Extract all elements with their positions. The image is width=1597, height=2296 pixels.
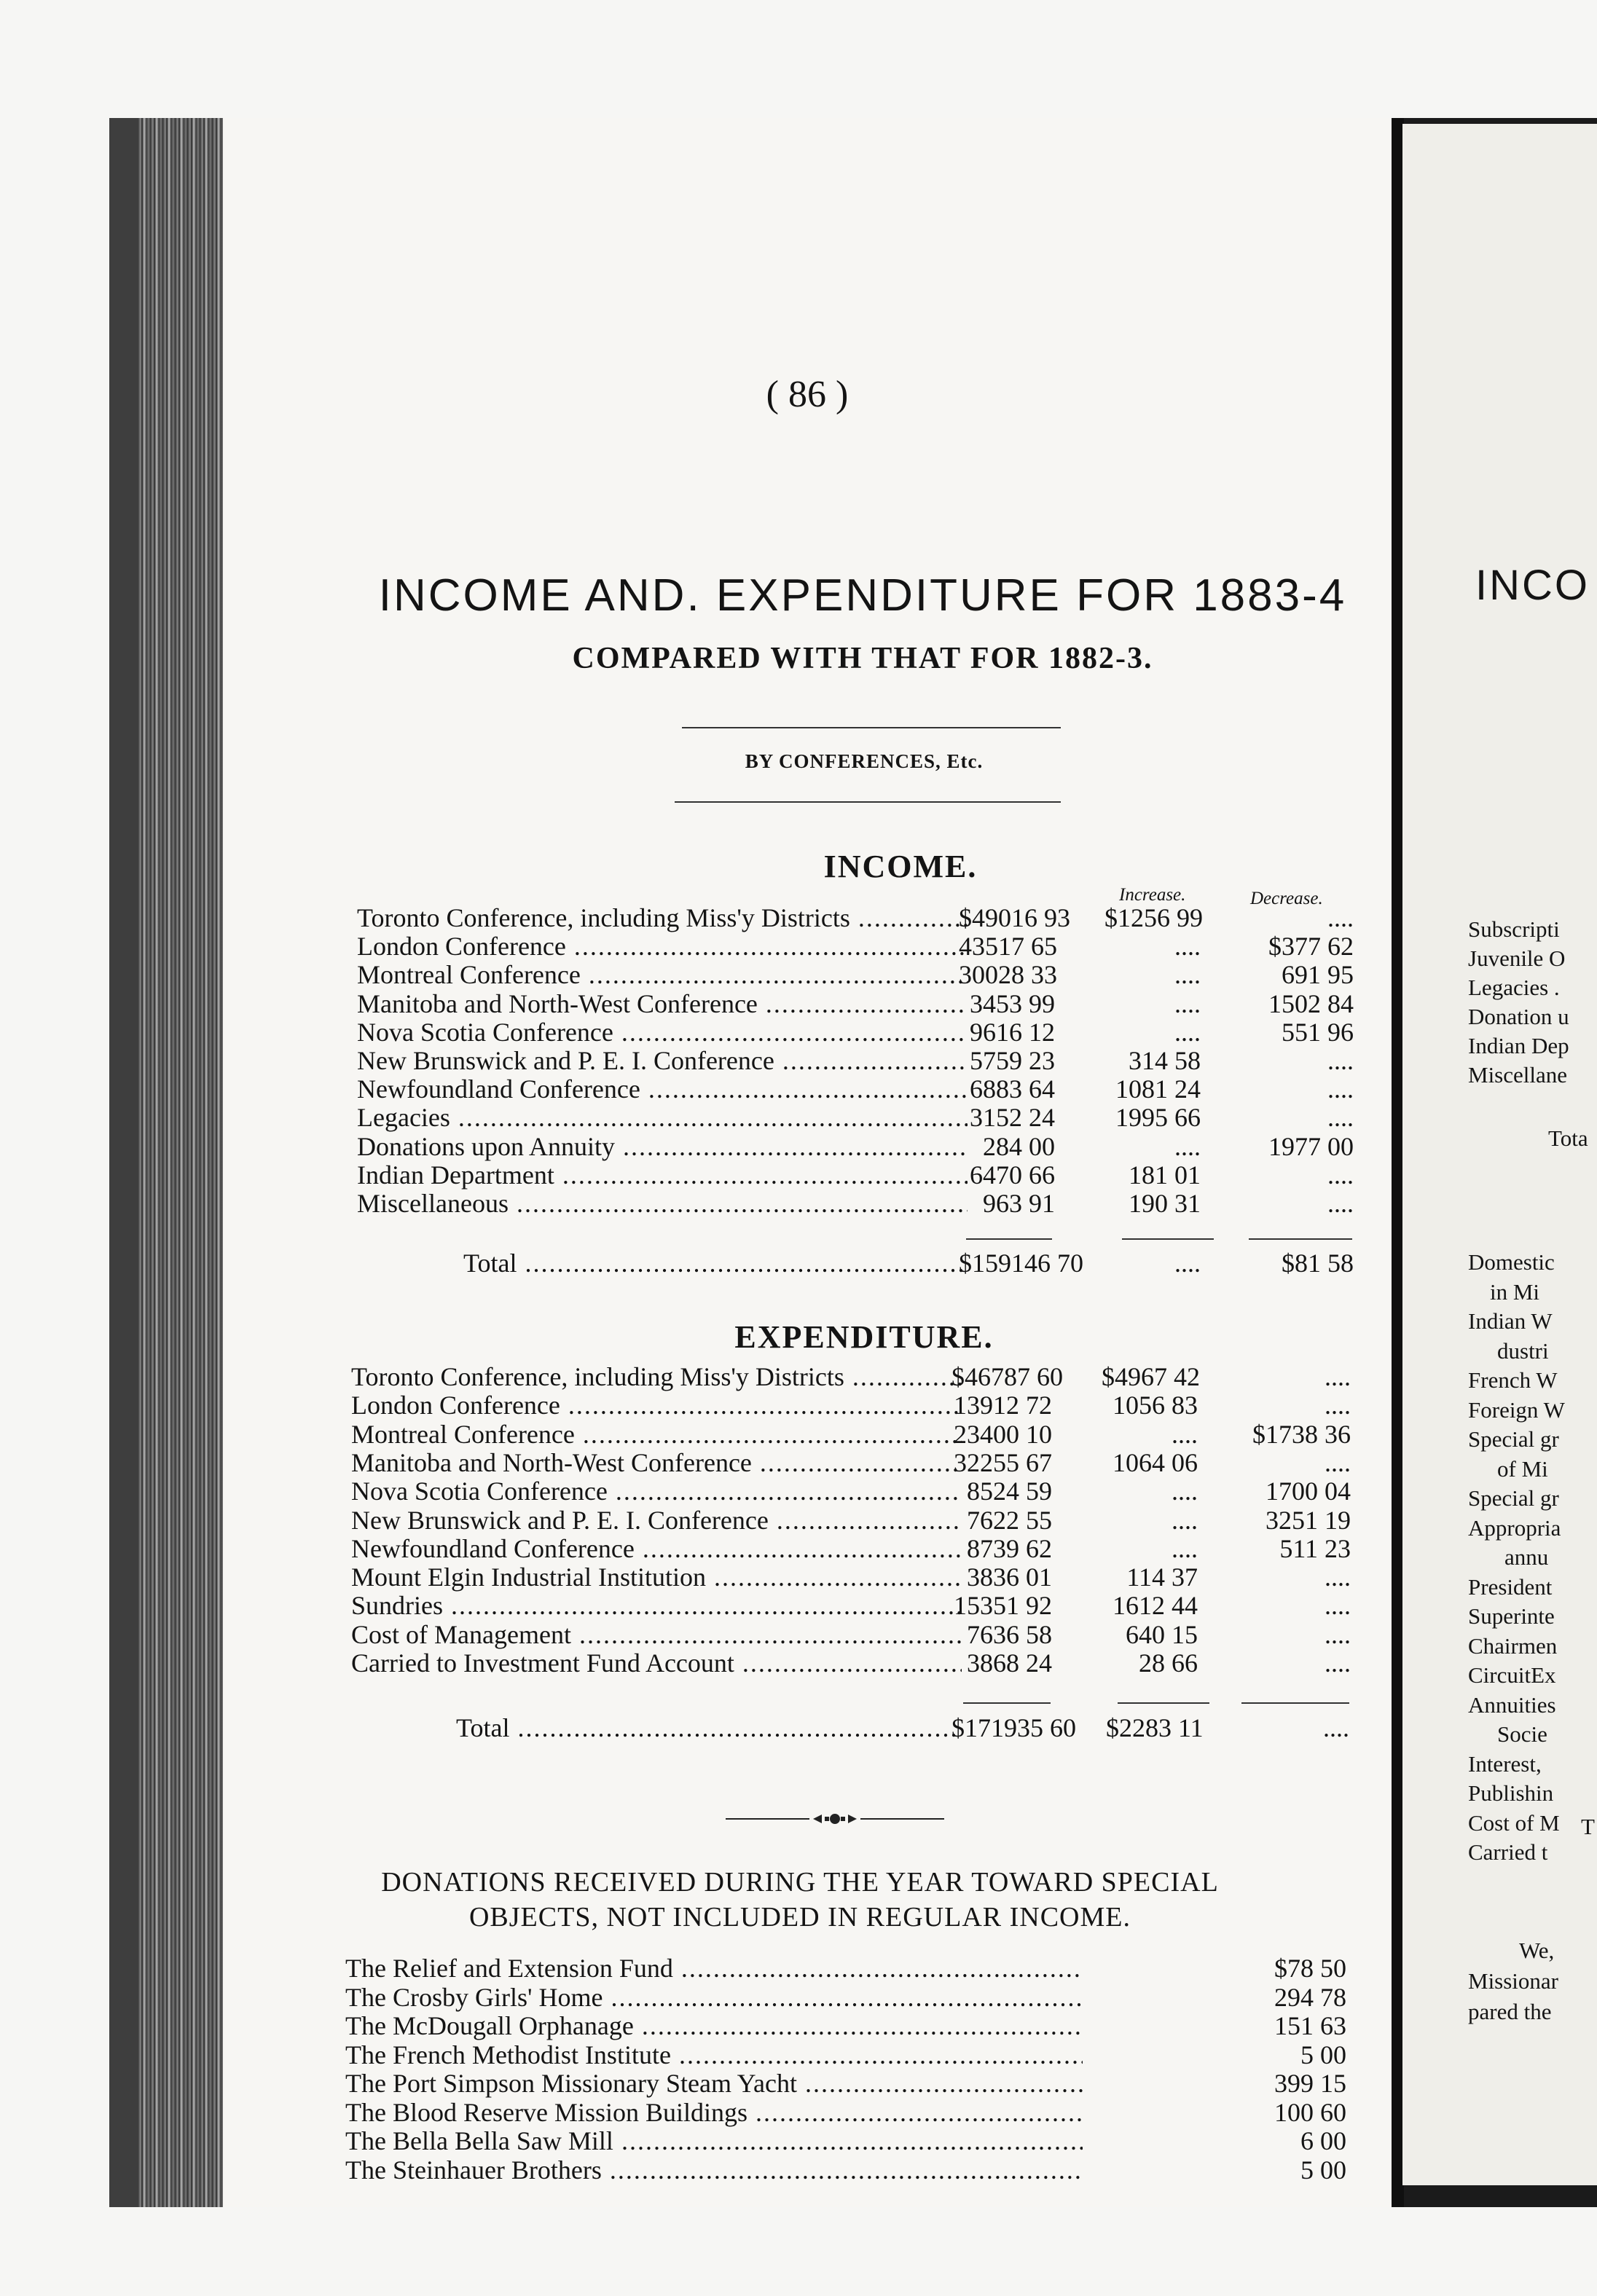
row-decrease: ....	[1327, 1189, 1354, 1218]
page-edges	[138, 118, 226, 2207]
sum-rule	[1249, 1238, 1352, 1240]
row-amount: 5759 23	[970, 1046, 1055, 1075]
row-amount: 43517 65	[959, 932, 1057, 962]
row-decrease: 3251 19	[1266, 1505, 1351, 1535]
table-row	[223, 1983, 1392, 2012]
row-amount: $46787 60	[951, 1362, 1063, 1391]
row-amount: 6883 64	[970, 1074, 1055, 1104]
facing-page-text: Interest,	[1468, 1750, 1542, 1777]
row-amount: $49016 93	[959, 903, 1070, 932]
row-increase: 314 58	[1129, 1046, 1201, 1075]
table-row	[223, 1477, 1392, 1506]
table-row	[223, 960, 1392, 989]
row-decrease: 511 23	[1279, 1533, 1351, 1563]
donation-label: The Crosby Girls' Home .....	[345, 1983, 1083, 2012]
divider-rule	[682, 727, 1061, 728]
total-decrease: ....	[1323, 1713, 1349, 1742]
expenditure-total-row	[223, 1713, 1392, 1742]
row-label: Newfoundland Conference .....	[351, 1534, 962, 1563]
row-amount: 9616 12	[970, 1017, 1055, 1047]
table-row	[223, 1160, 1392, 1190]
table-row	[223, 989, 1392, 1018]
row-decrease: ....	[1327, 1074, 1354, 1104]
facing-page-text: CircuitEx	[1468, 1662, 1556, 1688]
row-amount: 8524 59	[967, 1477, 1052, 1506]
row-increase: ....	[1174, 932, 1201, 962]
donation-amount: 5 00	[1300, 2155, 1346, 2185]
row-decrease: ....	[1325, 1619, 1351, 1649]
row-decrease: 1977 00	[1268, 1131, 1354, 1161]
table-row	[223, 1648, 1392, 1678]
table-row	[223, 2155, 1392, 2185]
table-row	[223, 1132, 1392, 1161]
row-amount: 13912 72	[954, 1391, 1052, 1420]
facing-page-text: Publishin	[1468, 1780, 1554, 1806]
facing-page-text: Indian W	[1468, 1308, 1553, 1334]
row-label: Legacies .....	[357, 1103, 968, 1132]
donation-label: The Port Simpson Missionary Steam Yacht .....	[345, 2069, 1083, 2098]
row-increase: ....	[1172, 1419, 1198, 1449]
facing-page-text: Appropria	[1468, 1514, 1561, 1541]
row-label: Nova Scotia Conference .....	[351, 1477, 962, 1506]
page-number: ( 86 )	[766, 374, 849, 415]
ornament-divider	[726, 1812, 944, 1826]
facing-page-text: Donation u	[1468, 1004, 1569, 1029]
facing-page-text: Carried t	[1468, 1839, 1548, 1865]
decrease-column-label: Decrease.	[1250, 889, 1323, 908]
facing-page-text: Indian Dep	[1468, 1033, 1569, 1058]
row-label: Manitoba and North-West Conference .....	[357, 989, 968, 1018]
income-heading: INCOME.	[823, 849, 978, 884]
sum-rule	[966, 1238, 1052, 1240]
table-row	[223, 1562, 1392, 1592]
facing-page-text: T	[1581, 1814, 1595, 1839]
row-increase: ....	[1172, 1533, 1198, 1563]
facing-page-text: dustri	[1497, 1337, 1549, 1364]
table-row	[223, 1420, 1392, 1449]
income-total-row	[223, 1249, 1392, 1278]
table-row	[223, 1954, 1392, 1983]
table-row	[223, 2126, 1392, 2155]
row-increase: 1995 66	[1115, 1103, 1201, 1133]
facing-page-text: Special gr	[1468, 1485, 1559, 1511]
row-label: Toronto Conference, including Miss'y Districts .....	[357, 903, 968, 932]
facing-page-text: annu	[1504, 1544, 1549, 1570]
facing-page-text: Superinte	[1468, 1603, 1555, 1629]
row-decrease: $377 62	[1268, 932, 1354, 962]
total-increase: ....	[1174, 1249, 1201, 1278]
donation-label: The Relief and Extension Fund .....	[345, 1954, 1083, 1983]
row-decrease: 551 96	[1282, 1017, 1354, 1047]
book-spine	[109, 118, 140, 2207]
facing-page	[1402, 124, 1597, 2185]
donations-heading-line2: OBJECTS, NOT INCLUDED IN REGULAR INCOME.	[468, 1902, 1131, 1933]
left-page	[223, 118, 1392, 2207]
row-label: Montreal Conference .....	[357, 960, 968, 989]
table-row	[223, 1591, 1392, 1620]
row-decrease: ....	[1325, 1648, 1351, 1678]
expenditure-heading: EXPENDITURE.	[734, 1319, 994, 1355]
divider-rule	[675, 801, 1061, 803]
total-amount: $171935 60	[951, 1713, 1076, 1742]
row-amount: 963 91	[983, 1189, 1055, 1218]
row-label: Carried to Investment Fund Account .....	[351, 1648, 962, 1678]
row-label: Sundries .....	[351, 1591, 962, 1620]
donation-label: The Bella Bella Saw Mill .....	[345, 2126, 1083, 2155]
facing-page-text: Juvenile O	[1468, 945, 1566, 971]
row-label: Indian Department .....	[357, 1160, 968, 1190]
total-amount: $159146 70	[959, 1249, 1083, 1278]
scan-margin-top	[0, 0, 1597, 118]
facing-page-text: Foreign W	[1468, 1396, 1565, 1423]
facing-page-text: Legacies .	[1468, 975, 1560, 1000]
row-label: New Brunswick and P. E. I. Conference .....	[357, 1046, 968, 1075]
row-increase: 1081 24	[1115, 1074, 1201, 1104]
row-decrease: ....	[1327, 1103, 1354, 1133]
row-increase: ....	[1174, 988, 1201, 1018]
row-decrease: 1700 04	[1266, 1477, 1351, 1506]
row-increase: 114 37	[1126, 1562, 1198, 1592]
facing-page-text: Socie	[1497, 1721, 1547, 1747]
facing-page-text: Special gr	[1468, 1426, 1559, 1452]
row-label: Cost of Management .....	[351, 1620, 962, 1649]
facing-page-title: INCO	[1475, 562, 1590, 609]
row-increase: ....	[1174, 1131, 1201, 1161]
row-amount: 30028 33	[959, 960, 1057, 990]
table-row	[223, 1362, 1392, 1391]
row-label: London Conference .....	[357, 932, 968, 961]
table-row	[223, 2098, 1392, 2127]
row-label: Toronto Conference, including Miss'y Districts .....	[351, 1362, 962, 1391]
row-label: Mount Elgin Industrial Institution .....	[351, 1562, 962, 1592]
facing-page-text: We,	[1519, 1938, 1555, 1963]
row-amount: 3152 24	[970, 1103, 1055, 1133]
row-increase: 640 15	[1126, 1619, 1198, 1649]
row-decrease: ....	[1325, 1562, 1351, 1592]
table-row	[223, 932, 1392, 961]
facing-page-text: President	[1468, 1573, 1553, 1600]
table-row	[223, 1448, 1392, 1477]
row-label: New Brunswick and P. E. I. Conference .....	[351, 1506, 962, 1535]
table-row	[223, 2040, 1392, 2069]
row-increase: 181 01	[1129, 1160, 1201, 1190]
donation-label: The French Methodist Institute .....	[345, 2040, 1083, 2069]
table-row	[223, 1534, 1392, 1563]
total-label: Total .....	[463, 1249, 965, 1278]
scan-margin-bottom	[0, 2207, 1597, 2296]
table-row	[223, 1620, 1392, 1649]
row-amount: 8739 62	[967, 1533, 1052, 1563]
donation-amount: 399 15	[1274, 2069, 1346, 2098]
donation-label: The Steinhauer Brothers .....	[345, 2155, 1083, 2185]
table-row	[223, 1103, 1392, 1132]
row-increase: 1056 83	[1113, 1391, 1198, 1420]
facing-page-text: in Mi	[1490, 1278, 1540, 1305]
donation-amount: 294 78	[1274, 1982, 1346, 2012]
row-increase: ....	[1172, 1505, 1198, 1535]
scan-margin-left	[0, 0, 109, 2296]
facing-page-text: Cost of M	[1468, 1809, 1560, 1836]
row-amount: 7636 58	[967, 1619, 1052, 1649]
increase-column-label: Increase.	[1119, 885, 1186, 905]
facing-page-text: Annuities	[1468, 1691, 1556, 1718]
facing-page-text: of Mi	[1497, 1455, 1548, 1482]
row-amount: 32255 67	[954, 1447, 1052, 1477]
row-amount: 6470 66	[970, 1160, 1055, 1190]
sum-rule	[1241, 1702, 1349, 1704]
facing-page-text: Chairmen	[1468, 1632, 1558, 1659]
donation-amount: 151 63	[1274, 2011, 1346, 2040]
row-increase: 190 31	[1129, 1189, 1201, 1218]
section-label: BY CONFERENCES, Etc.	[745, 750, 984, 772]
page-title: INCOME AND. EXPENDITURE FOR 1883-4	[378, 570, 1347, 621]
donation-label: The McDougall Orphanage .....	[345, 2011, 1083, 2040]
donation-amount: 5 00	[1300, 2040, 1346, 2069]
table-row	[223, 1046, 1392, 1075]
row-increase: 28 66	[1139, 1648, 1198, 1678]
row-label: London Conference .....	[351, 1391, 962, 1420]
row-decrease: ....	[1325, 1447, 1351, 1477]
row-label: Miscellaneous .....	[357, 1189, 968, 1218]
row-amount: 7622 55	[967, 1505, 1052, 1535]
row-decrease: ....	[1325, 1391, 1351, 1420]
total-label: Total .....	[456, 1713, 959, 1742]
donation-amount: 100 60	[1274, 2097, 1346, 2127]
donation-amount: $78 50	[1274, 1954, 1346, 1983]
page-subtitle: COMPARED WITH THAT FOR 1882-3.	[572, 642, 1153, 675]
row-increase: ....	[1172, 1477, 1198, 1506]
table-row	[223, 2069, 1392, 2098]
row-decrease: $1738 36	[1252, 1419, 1351, 1449]
row-amount: 23400 10	[954, 1419, 1052, 1449]
donations-heading-line1: DONATIONS RECEIVED DURING THE YEAR TOWARD SPECIAL	[381, 1867, 1219, 1898]
facing-page-text: pared the	[1468, 1999, 1552, 2024]
row-increase: $1256 99	[1104, 903, 1203, 932]
table-row	[223, 1074, 1392, 1104]
table-row	[223, 903, 1392, 932]
table-row	[223, 1018, 1392, 1047]
facing-page-text: Tota	[1548, 1125, 1588, 1151]
total-increase: $2283 11	[1106, 1713, 1204, 1742]
row-amount: 3453 99	[970, 988, 1055, 1018]
row-increase: ....	[1174, 1017, 1201, 1047]
donation-amount: 6 00	[1300, 2126, 1346, 2155]
table-row	[223, 1391, 1392, 1420]
facing-page-text: French W	[1468, 1367, 1558, 1393]
row-amount: 3836 01	[967, 1562, 1052, 1592]
sum-rule	[1118, 1702, 1209, 1704]
row-decrease: 1502 84	[1268, 988, 1354, 1018]
facing-page-text: Missionar	[1468, 1968, 1558, 1994]
row-label: Newfoundland Conference .....	[357, 1074, 968, 1104]
row-decrease: 691 95	[1282, 960, 1354, 990]
row-label: Donations upon Annuity .....	[357, 1132, 968, 1161]
row-increase: ....	[1174, 960, 1201, 990]
row-amount: 284 00	[983, 1131, 1055, 1161]
row-amount: 15351 92	[954, 1591, 1052, 1621]
row-increase: 1612 44	[1113, 1591, 1198, 1621]
facing-page-text: Subscripti	[1468, 916, 1560, 942]
total-decrease: $81 58	[1282, 1249, 1354, 1278]
row-increase: $4967 42	[1102, 1362, 1200, 1391]
row-label: Montreal Conference .....	[351, 1420, 962, 1449]
sum-rule	[963, 1702, 1051, 1704]
table-row	[223, 1189, 1392, 1218]
row-decrease: ....	[1327, 1160, 1354, 1190]
donation-label: The Blood Reserve Mission Buildings .....	[345, 2098, 1083, 2127]
sum-rule	[1122, 1238, 1214, 1240]
row-label: Nova Scotia Conference .....	[357, 1018, 968, 1047]
facing-page-text: Domestic	[1468, 1249, 1555, 1275]
row-amount: 3868 24	[967, 1648, 1052, 1678]
table-row	[223, 2011, 1392, 2040]
row-decrease: ....	[1325, 1362, 1351, 1391]
row-decrease: ....	[1325, 1591, 1351, 1621]
row-increase: 1064 06	[1113, 1447, 1198, 1477]
table-row	[223, 1506, 1392, 1535]
row-decrease: ....	[1327, 1046, 1354, 1075]
facing-page-text: Miscellane	[1468, 1062, 1568, 1088]
row-label: Manitoba and North-West Conference .....	[351, 1448, 962, 1477]
row-decrease: ....	[1327, 903, 1354, 932]
